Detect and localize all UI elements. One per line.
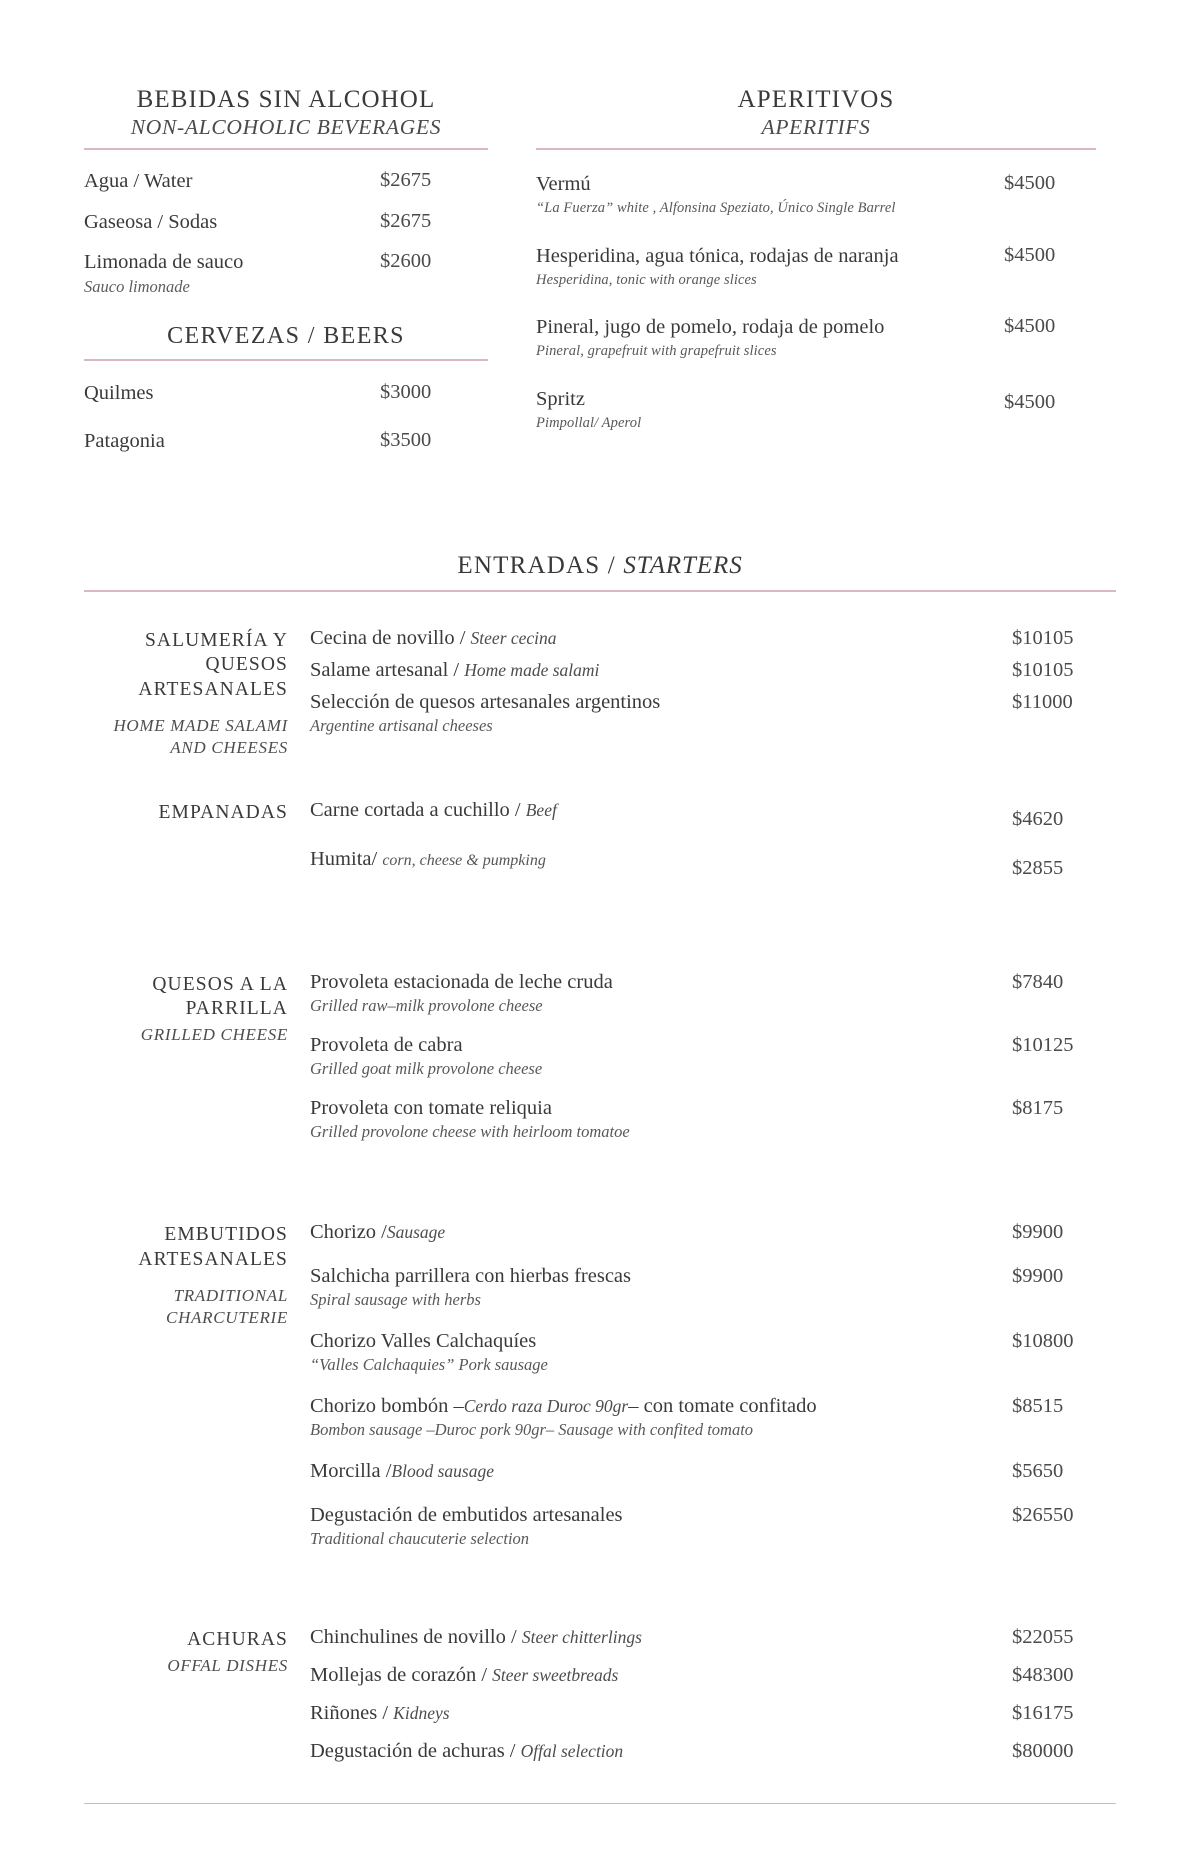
list-item [84, 381, 488, 406]
item-name [310, 1503, 1012, 1549]
item-name-text: Vermú [536, 173, 591, 196]
item-name-text: Limonada de sauco [84, 251, 244, 274]
item-name-text: Carne cortada a cuchillo / [310, 798, 526, 821]
item-name [84, 381, 380, 406]
starters-title [84, 552, 1116, 590]
item-subtitle: Traditional chaucuterie selection [310, 1528, 530, 1548]
menu-items [310, 798, 1116, 896]
beverages-list [84, 169, 488, 297]
item-price: $2600 [380, 250, 432, 273]
item-price: $2675 [380, 209, 432, 232]
item-name-text: Selección de quesos artesanales argentinos [310, 690, 661, 713]
menu-item [310, 1663, 1116, 1688]
menu-item [310, 1096, 1116, 1142]
menu-item [310, 690, 1116, 736]
item-price: $4500 [1004, 391, 1056, 414]
category-label [84, 970, 310, 1045]
item-name [536, 387, 1004, 433]
item-subtitle: “La Fuerza” white , Alfonsina Speziato, Único Single Barrel [536, 200, 896, 217]
page-bottom-divider-wrap [84, 1803, 1116, 1805]
item-subtitle: Grilled provolone cheese with heirloom tomatoe [310, 1121, 630, 1141]
menu-item [310, 1329, 1116, 1375]
item-price: $2675 [380, 169, 432, 192]
item-name [310, 690, 1012, 736]
menu-group-grilled-cheese [84, 970, 1116, 1158]
item-name-text: Humita/ [310, 847, 383, 870]
item-price: $8175 [1012, 1096, 1064, 1119]
menu-item [310, 847, 1116, 880]
item-price: $11000 [1012, 690, 1073, 713]
beers-heading [84, 323, 488, 350]
item-name-tail: – con tomate confitado [628, 1394, 817, 1417]
menu-item [310, 970, 1116, 1016]
item-name-text: Spritz [536, 388, 585, 411]
item-name [310, 1264, 1012, 1310]
beers-list [84, 381, 488, 454]
item-name [84, 210, 380, 235]
item-name-translation: Beef [525, 799, 557, 820]
beers-divider [84, 359, 488, 361]
item-name-text: Chorizo Valles Calchaquíes [310, 1330, 537, 1353]
item-name-translation: Sausage [386, 1222, 446, 1243]
menu-item [310, 1459, 1116, 1484]
item-name [310, 1329, 1012, 1375]
item-name [310, 798, 1012, 823]
item-name-translation: Cerdo raza Duroc 90gr [463, 1395, 629, 1416]
menu-items [310, 1625, 1116, 1777]
item-name [310, 847, 1012, 872]
category-label-en: TRADITIONAL CHARCUTERIE [166, 1286, 288, 1327]
beverages-heading-en: NON-ALCOHOLIC BEVERAGES [130, 115, 442, 139]
item-price: $26550 [1012, 1503, 1074, 1526]
item-subtitle: Grilled raw–milk provolone cheese [310, 995, 543, 1015]
item-name-text: Salame artesanal / [310, 658, 465, 681]
item-name [310, 1394, 1012, 1440]
item-price: $3000 [380, 380, 432, 403]
item-price: $4500 [1004, 243, 1056, 266]
item-name-translation: corn, cheese & pumpking [382, 851, 546, 869]
menu-item [310, 1264, 1116, 1310]
item-name [310, 970, 1012, 1016]
item-name-text: Patagonia [84, 430, 165, 453]
item-price: $9900 [1012, 1221, 1064, 1244]
item-subtitle: Pimpollal/ Aperol [536, 415, 642, 432]
menu-item [310, 798, 1116, 831]
item-name [536, 172, 1004, 218]
starters-title-en: STARTERS [623, 551, 743, 579]
category-label [84, 798, 310, 826]
aperitifs-heading [536, 86, 1096, 139]
item-price: $4500 [1004, 172, 1056, 195]
category-label [84, 1220, 310, 1328]
category-label-en: OFFAL DISHES [167, 1656, 288, 1676]
aperitifs-list [536, 172, 1096, 433]
beverages-heading-es: BEBIDAS SIN ALCOHOL [136, 86, 436, 113]
item-name [310, 626, 1012, 651]
starters-banner [0, 552, 1200, 592]
category-label-es: EMPANADAS [158, 801, 288, 823]
list-item [536, 172, 1096, 218]
menu-group-salumeria [84, 626, 1116, 758]
item-price: $48300 [1012, 1664, 1074, 1687]
item-price: $4620 [1012, 807, 1064, 830]
menu-item [310, 1625, 1116, 1650]
category-label-es: QUESOS A LA PARRILLA [152, 973, 288, 1020]
item-name [310, 1701, 1012, 1726]
category-label-en: HOME MADE SALAMI AND CHEESES [113, 716, 288, 757]
category-label [84, 1625, 310, 1676]
list-item [536, 387, 1096, 433]
item-subtitle: “Valles Calchaquies” Pork sausage [310, 1355, 548, 1375]
item-name-translation: Steer sweetbreads [492, 1665, 619, 1686]
item-price: $10800 [1012, 1330, 1074, 1353]
list-item [536, 315, 1096, 361]
beers-heading-text: CERVEZAS / BEERS [167, 322, 405, 349]
item-name [310, 658, 1012, 683]
item-name [310, 1459, 1012, 1484]
aperitifs-divider [536, 148, 1096, 150]
item-name-text: Morcilla / [310, 1459, 392, 1482]
menu-item [310, 1503, 1116, 1549]
category-label-es: EMBUTIDOS ARTESANALES [138, 1224, 288, 1270]
item-name-text: Pineral, jugo de pomelo, rodaja de pomelo [536, 316, 885, 339]
list-item [84, 250, 488, 296]
item-price: $5650 [1012, 1459, 1064, 1482]
beverages-heading [84, 86, 488, 139]
item-price: $10105 [1012, 658, 1074, 681]
item-name-text: Chinchulines de novillo / [310, 1626, 522, 1649]
item-price: $10105 [1012, 626, 1074, 649]
item-name-translation: Blood sausage [391, 1460, 494, 1481]
item-name-text: Degustación de achuras / [310, 1740, 521, 1763]
item-subtitle: Argentine artisanal cheeses [310, 715, 493, 735]
beverages-column [84, 86, 488, 478]
item-name-text: Gaseosa / Sodas [84, 210, 218, 233]
starters-divider [84, 590, 1116, 592]
item-name [310, 1625, 1012, 1650]
starters-title-separator: / [600, 551, 624, 579]
category-label-es: ACHURAS [187, 1629, 288, 1651]
item-name-text: Chorizo bombón – [310, 1394, 464, 1417]
item-name-translation: Home made salami [464, 659, 600, 680]
menu-group-achuras [84, 1625, 1116, 1777]
item-price: $4500 [1004, 315, 1056, 338]
category-label-es: SALUMERÍA Y QUESOS ARTESANALES [138, 629, 288, 700]
top-columns [0, 0, 1200, 478]
item-price: $3500 [380, 429, 432, 452]
item-name-text: Hesperidina, agua tónica, rodajas de naranja [536, 244, 899, 267]
item-name-text: Chorizo / [310, 1221, 387, 1244]
item-price: $80000 [1012, 1740, 1074, 1763]
item-name-text: Provoleta con tomate reliquia [310, 1096, 552, 1119]
item-name [536, 244, 1004, 290]
aperitifs-heading-es: APERITIVOS [737, 86, 895, 113]
menu-item [310, 1394, 1116, 1440]
item-name-text: Mollejas de corazón / [310, 1664, 493, 1687]
menu-group-embutidos [84, 1220, 1116, 1567]
item-subtitle: Pineral, grapefruit with grapefruit slices [536, 343, 777, 360]
item-name [310, 1739, 1012, 1764]
item-name-translation: Kidneys [393, 1703, 450, 1724]
item-name-text: Agua / Water [84, 170, 193, 193]
item-name [310, 1096, 1012, 1142]
aperitifs-heading-en: APERITIFS [761, 115, 871, 139]
item-name [310, 1220, 1012, 1245]
list-item [536, 244, 1096, 290]
item-subtitle: Grilled goat milk provolone cheese [310, 1058, 543, 1078]
list-item [84, 169, 488, 194]
item-name-text: Provoleta de cabra [310, 1033, 463, 1056]
item-name [310, 1663, 1012, 1688]
column-gap [488, 86, 536, 478]
item-name-text: Degustación de embutidos artesanales [310, 1503, 623, 1526]
menu-item [310, 626, 1116, 651]
menu-group-empanadas [84, 798, 1116, 896]
item-name [84, 169, 380, 194]
item-price: $16175 [1012, 1702, 1074, 1725]
item-price: $10125 [1012, 1033, 1074, 1056]
menu-item [310, 658, 1116, 683]
beverages-divider [84, 148, 488, 150]
item-name-text: Riñones / [310, 1702, 394, 1725]
menu-item [310, 1701, 1116, 1726]
item-name [84, 429, 380, 454]
menu-item [310, 1033, 1116, 1079]
menu-items [310, 970, 1116, 1158]
item-name [310, 1033, 1012, 1079]
item-price: $7840 [1012, 970, 1064, 993]
item-name-text: Cecina de novillo / [310, 626, 471, 649]
item-name-text: Salchicha parrillera con hierbas frescas [310, 1265, 632, 1288]
item-subtitle: Hesperidina, tonic with orange slices [536, 271, 757, 288]
item-price: $22055 [1012, 1626, 1074, 1649]
item-name-translation: Steer cecina [470, 627, 557, 648]
category-label-en: GRILLED CHEESE [140, 1025, 288, 1045]
menu-item [310, 1739, 1116, 1764]
page-bottom-divider [84, 1803, 1116, 1805]
aperitifs-column [536, 86, 1096, 478]
item-price: $9900 [1012, 1265, 1064, 1288]
category-label [84, 626, 310, 758]
item-subtitle: Bombon sausage –Duroc pork 90gr– Sausage with confited tomato [310, 1419, 754, 1439]
menu-items [310, 1220, 1116, 1567]
item-subtitle: Spiral sausage with herbs [310, 1290, 481, 1310]
starters-title-es: ENTRADAS [457, 551, 601, 579]
item-name-text: Quilmes [84, 381, 154, 404]
item-price: $8515 [1012, 1394, 1064, 1417]
list-item [84, 210, 488, 235]
item-name-translation: Offal selection [520, 1741, 624, 1762]
menu-items [310, 626, 1116, 743]
menu-item [310, 1220, 1116, 1245]
item-name-translation: Steer chitterlings [521, 1627, 642, 1648]
item-price: $2855 [1012, 856, 1064, 879]
item-name [84, 250, 380, 296]
list-item [84, 429, 488, 454]
item-subtitle: Sauco limonade [84, 276, 190, 296]
item-name-text: Provoleta estacionada de leche cruda [310, 970, 613, 993]
starters-body [0, 626, 1200, 1778]
item-name [536, 315, 1004, 361]
